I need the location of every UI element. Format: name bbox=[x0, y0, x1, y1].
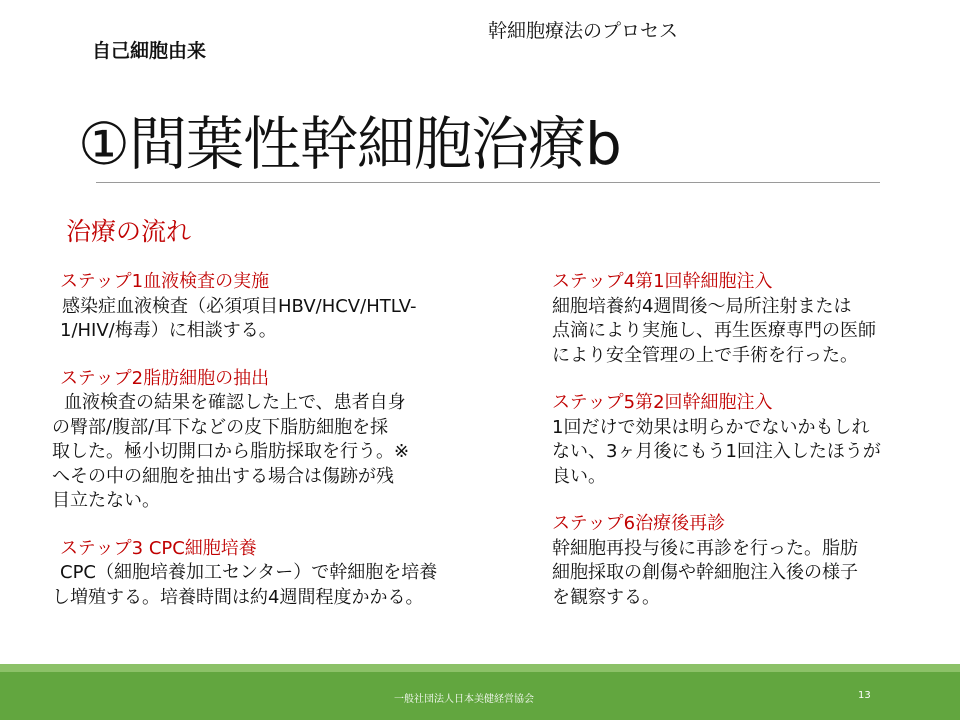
step-body-line: ない、3ヶ月後にもう1回注入したほうが bbox=[552, 441, 881, 462]
step-body-line: CPC（細胞培養加工センター）で幹細胞を培養 bbox=[60, 562, 438, 583]
step-title: ステップ6治療後再診 bbox=[552, 513, 726, 534]
step-1 bbox=[52, 270, 482, 344]
origin-label: 自己細胞由来 bbox=[92, 40, 207, 62]
step-body-line: 1回だけで効果は明らかでないかもしれ bbox=[552, 416, 870, 438]
step-body-line: 血液検査の結果を確認した上で、患者自身 bbox=[64, 392, 406, 413]
step-title: ステップ5第2回幹細胞注入 bbox=[552, 392, 773, 413]
step-2 bbox=[52, 367, 482, 514]
step-body-line: 幹細胞再投与後に再診を行った。脂肪 bbox=[552, 537, 858, 559]
step-4 bbox=[552, 270, 932, 368]
step-6 bbox=[552, 512, 932, 610]
slide-title: ①間葉性幹細胞治療b bbox=[78, 110, 621, 178]
step-body-line: を観察する。 bbox=[552, 586, 660, 608]
step-body-line: 良い。 bbox=[552, 465, 606, 487]
step-title: ステップ4第1回幹細胞注入 bbox=[552, 271, 773, 292]
step-body-line: 細胞培養約4週間後～局所注射または bbox=[552, 295, 852, 317]
steps-right-column bbox=[552, 270, 932, 633]
footer-organization: 一般社団法人日本美健経営協会 bbox=[394, 694, 534, 705]
step-body-line: 点滴により実施し、再生医療専門の医師 bbox=[552, 320, 876, 341]
step-body-line: 目立たない。 bbox=[52, 490, 160, 511]
process-label: 幹細胞療法のプロセス bbox=[488, 20, 679, 42]
step-body-line: の臀部/腹部/耳下などの皮下脂肪細胞を採 bbox=[52, 416, 389, 438]
step-body-line: 1/HIV/梅毒）に相談する。 bbox=[60, 320, 277, 341]
step-title: ステップ3 CPC細胞培養 bbox=[60, 537, 257, 559]
step-body-line: 取した。極小切開口から脂肪採取を行う。※ bbox=[52, 441, 410, 462]
footer-accent-band bbox=[0, 664, 960, 672]
step-title: ステップ1血液検査の実施 bbox=[60, 271, 270, 292]
step-body-line: により安全管理の上で手術を行った。 bbox=[552, 344, 858, 366]
step-body-line: 細胞採取の創傷や幹細胞注入後の様子 bbox=[552, 562, 858, 583]
title-divider bbox=[96, 182, 880, 183]
steps-left-column bbox=[52, 270, 482, 633]
step-body-line: へその中の細胞を抽出する場合は傷跡が残 bbox=[52, 465, 394, 487]
step-body-line: 感染症血液検査（必須項目HBV/HCV/HTLV- bbox=[62, 295, 417, 317]
step-title: ステップ2脂肪細胞の抽出 bbox=[60, 367, 270, 389]
step-5 bbox=[552, 391, 932, 489]
step-body-line: し増殖する。培養時間は約4週間程度かかる。 bbox=[52, 586, 424, 608]
page-number: 13 bbox=[858, 690, 871, 701]
section-heading: 治療の流れ bbox=[66, 217, 192, 246]
step-3 bbox=[52, 537, 482, 611]
